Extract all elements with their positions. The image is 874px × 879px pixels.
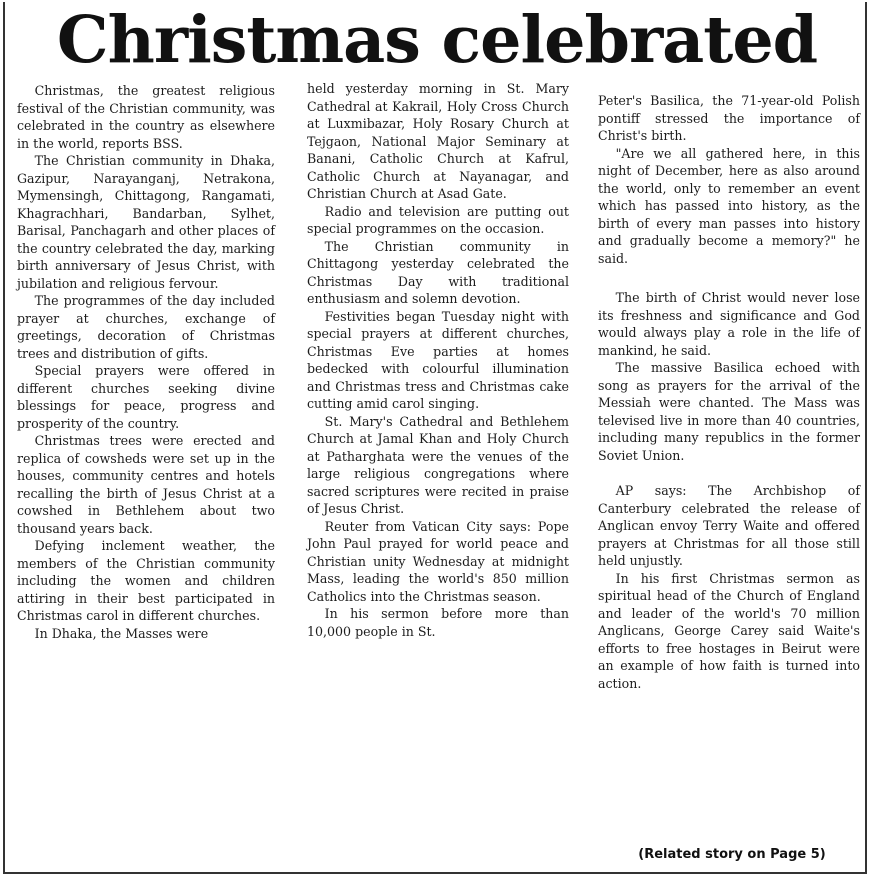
- paragraph: In Dhaka, the Masses were: [34, 625, 209, 641]
- paragraph: The Christian community in Chittagong yesterday celebrated the Christmas Day with traditional enthusiasm and solemn devotion.: [307, 238, 569, 306]
- paragraph: Reuter from Vatican City says: Pope John Paul prayed for world peace and Christian unity Wednesday at midnight Mass, leading the world's 850 million Catholics into the Christmas season.: [307, 518, 569, 604]
- paragraph: The programmes of the day included prayer at churches, exchange of greetings, decoration of Christmas trees and distribution of gifts.: [17, 293, 275, 361]
- paragraph: AP says: The Archbishop of Canterbury celebrated the release of Anglican envoy Terry Waite and offered prayers at Christmas for all those still held unjustly.: [598, 483, 860, 568]
- paragraph: Festivities began Tuesday night with special prayers at different churches, Christmas Eve parties at homes bedecked with colourful illumination and Christmas tress and Christmas cake cutting amid carol singing.: [307, 308, 569, 411]
- paragraph: Radio and television are putting out special programmes on the occasion.: [307, 203, 569, 236]
- paragraph: St. Mary's Cathedral and Bethlehem Church at Jamal Khan and Holy Church at Patharghata were the venues of the large religious congregations where sacred scriptures were recited in praise of Jesus Christ.: [307, 413, 569, 516]
- paragraph: In his sermon before more than 10,000 people in St.: [307, 606, 569, 639]
- paragraph: Defying inclement weather, the members of the Christian community including the women and children attiring in their best participated in Christmas carol in different churches.: [17, 538, 275, 623]
- paragraph: Special prayers were offered in different churches seeking divine blessings for peace, progress and prosperity of the country.: [17, 363, 275, 431]
- paragraph: Christmas, the greatest religious festival of the Christian community, was celebrated in the country as elsewhere in the world, reports BSS.: [17, 83, 275, 151]
- column-1: [17, 82, 275, 642]
- paragraph: In his first Christmas sermon as spiritual head of the Church of England and leader of the world's 70 million Anglicans, George Carey said Waite's efforts to free hostages in Beirut were an example of how faith is turned into action.: [598, 570, 860, 691]
- headline: Christmas celebrated: [56, 2, 818, 78]
- paragraph: Peter's Basilica, the 71-year-old Polish pontiff stressed the importance of Christ's birth.: [598, 93, 860, 143]
- paragraph: Christmas trees were erected and replica of cowsheds were set up in the houses, community centres and hotels recalling the birth of Jesus Christ at a cowshed in Bethlehem about two thousand years back.: [17, 433, 275, 536]
- paragraph: The birth of Christ would never lose its freshness and significance and God would always play a role in the life of mankind, he said.: [598, 290, 860, 358]
- paragraph: The massive Basilica echoed with song as prayers for the arrival of the Messiah were chanted. The Mass was televised live in more than 40 countries, including many republics in the former Soviet Union.: [598, 360, 860, 463]
- related-story-note: (Related story on Page 5): [638, 847, 826, 862]
- column-3: [598, 92, 860, 692]
- paragraph: The Christian community in Dhaka, Gazipur, Narayanganj, Netrakona, Mymensingh, Chittagong, Rangamati, Khagrachhari, Bandarban, Sylhet, Barisal, Panchagarh and other places of the country celebrated the day, marking birth anniversary of Jesus Christ, with jubilation and religious fervour.: [17, 153, 275, 291]
- column-2: [307, 80, 569, 640]
- paragraph: "Are we all gathered here, in this night of December, here as also around the world, only to remember an event which has passed into history, as the birth of every man passes into history and gradually become a memory?" he said.: [598, 145, 860, 266]
- paragraph: held yesterday morning in St. Mary Cathedral at Kakrail, Holy Cross Church at Luxmibazar, Holy Rosary Church at Tejgaon, National Major Seminary at Banani, Catholic Church at Kafrul, Catholic Church at Nayanagar, and Christian Church at Asad Gate.: [307, 81, 569, 201]
